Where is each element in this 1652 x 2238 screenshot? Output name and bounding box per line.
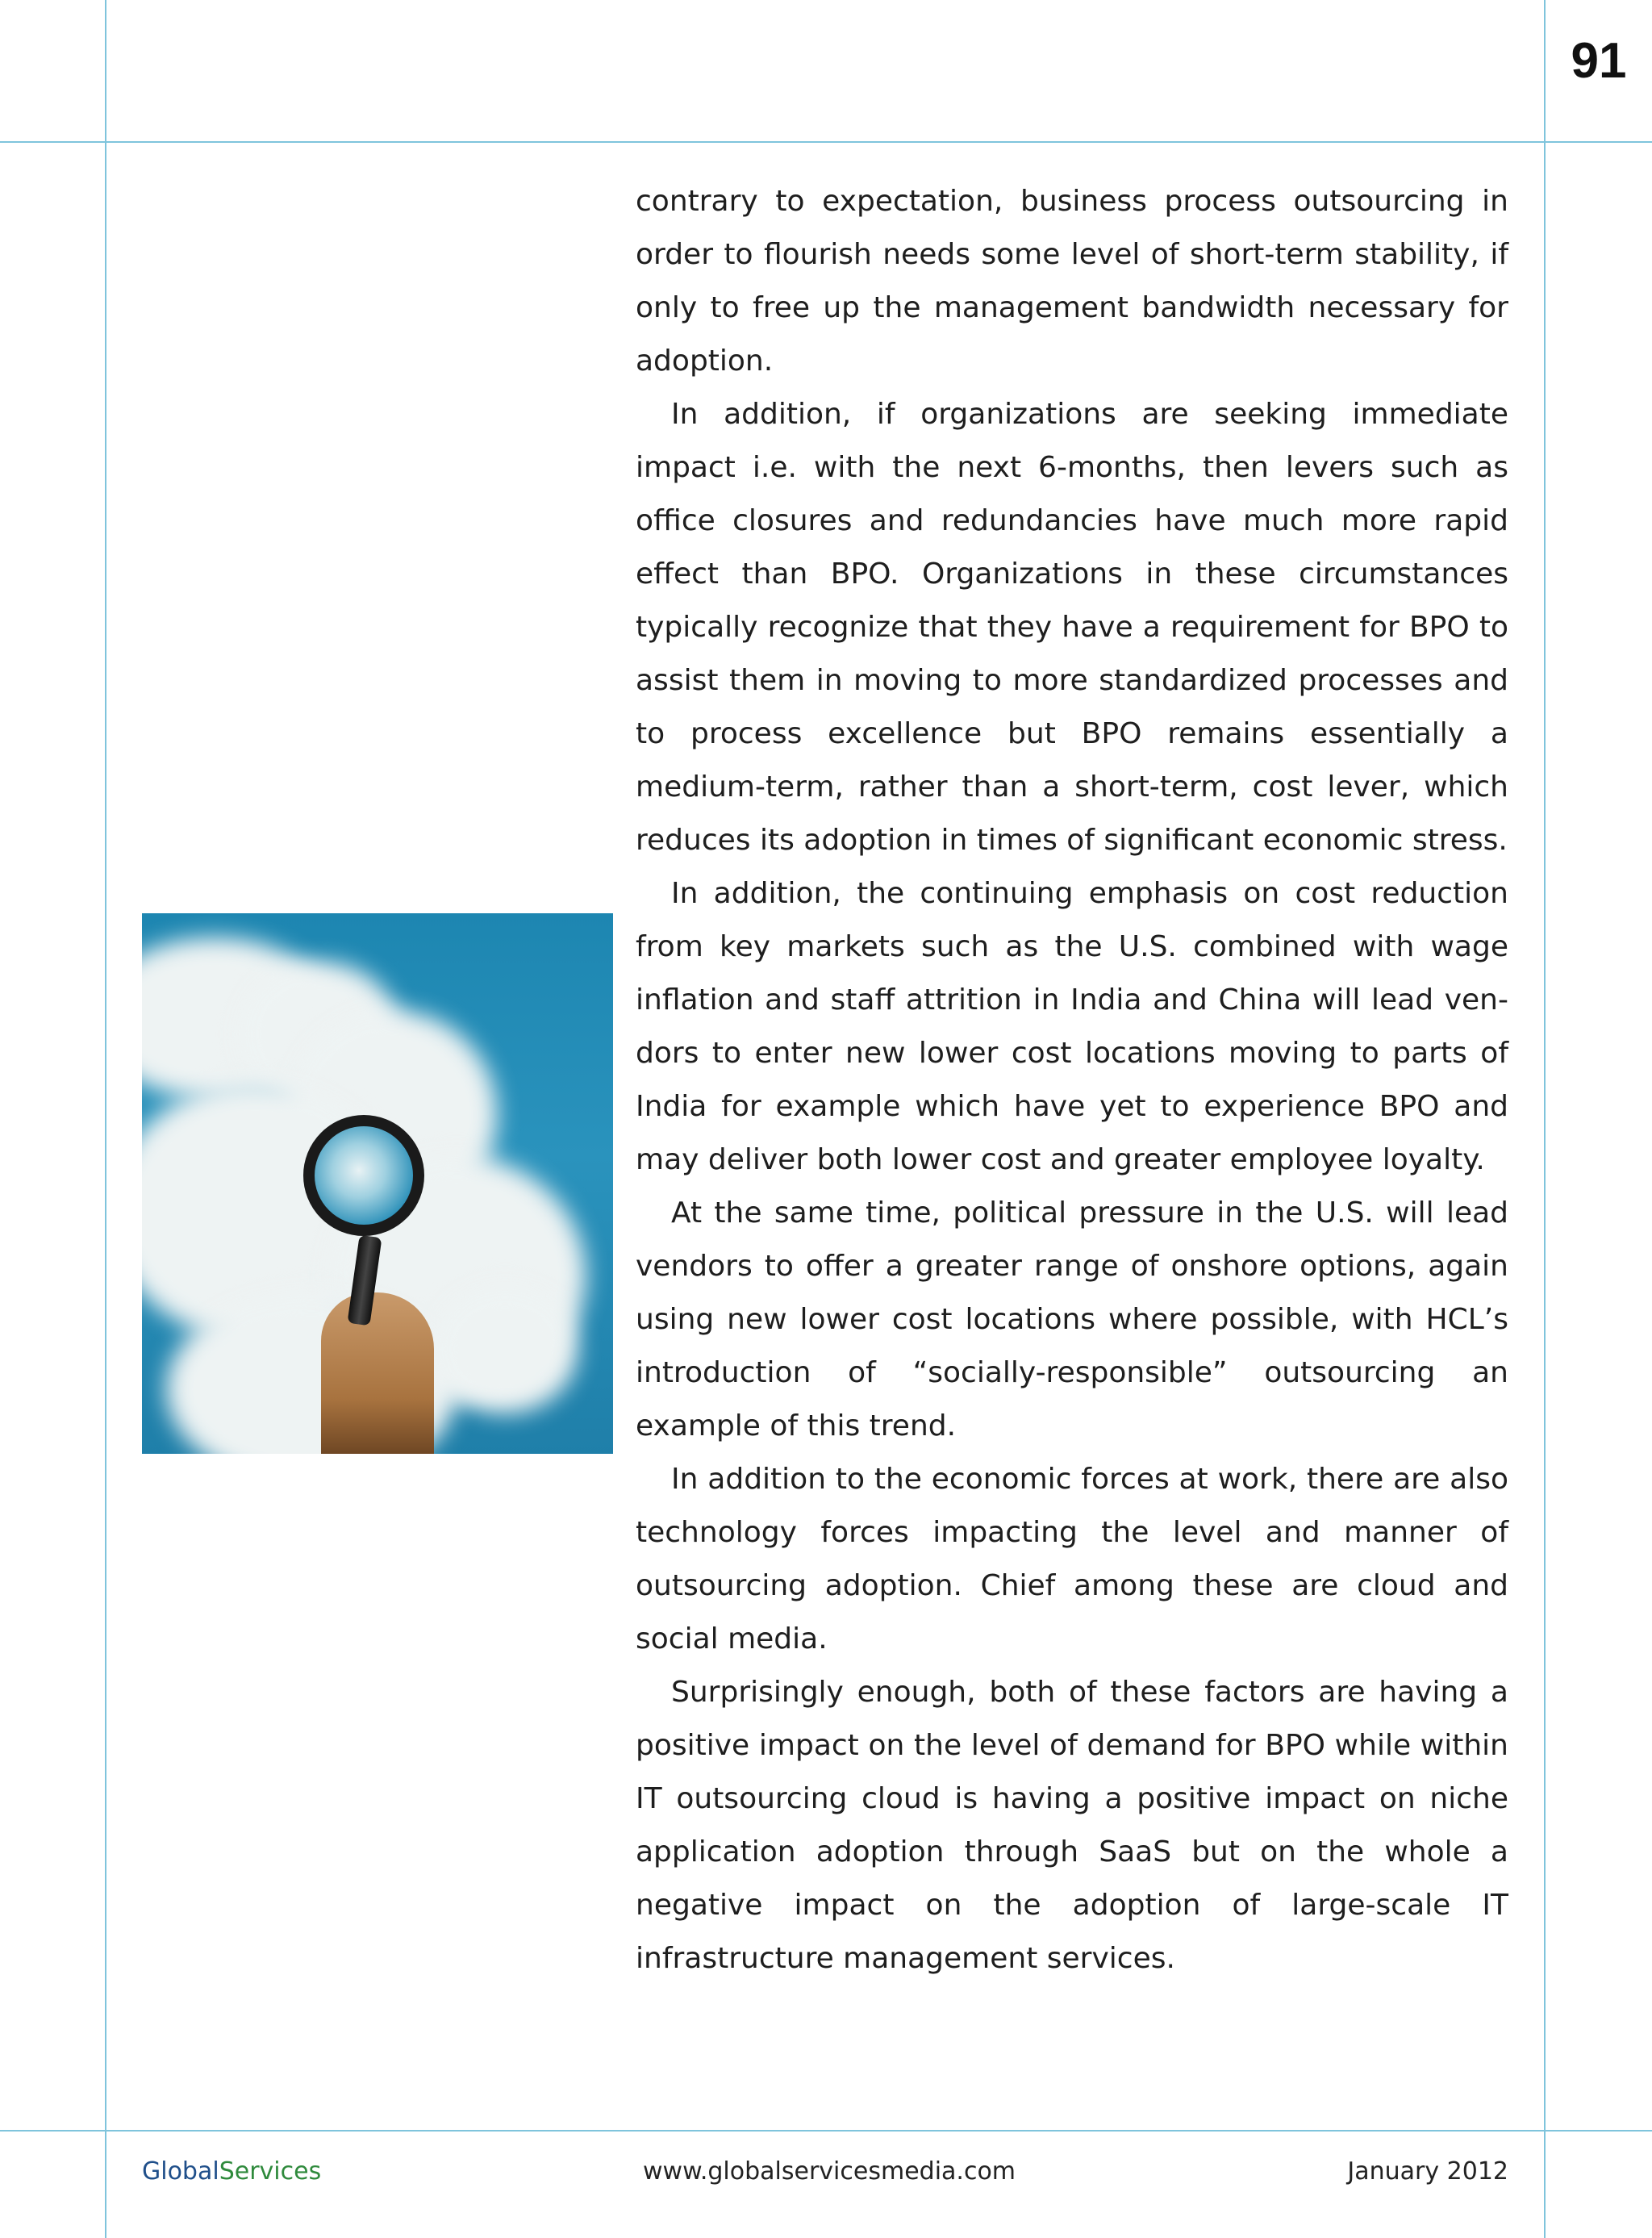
article-paragraph: At the same time, political pressure in the U.S. will lead vendors to offer a greater range of onshore options, again using new lower cost locations where possible, with HCL’s introduction of “socially-responsible” outsourcing an example of this trend.: [636, 1196, 1508, 1443]
article-paragraph: In addition, if organizations are seeking immediate impact i.e. with the next 6-months, then levers such as office closures and redundancies have much more rapid effect than BPO. Organizations in these circumstances typically recognize that they have a requirement for BPO to assist them in moving to more standardized processes and to process excellence but BPO remains essentially a medium-term, rather than a short-term, cost lever, which reduces its adoption in times of significant economic stress.: [636, 398, 1508, 857]
header-guide-line: [0, 141, 1652, 143]
page-number: 91: [1571, 33, 1627, 89]
brand-global-text: Global: [142, 2157, 219, 2186]
magnifying-glass-icon: [303, 1115, 424, 1236]
footer-brand: [142, 2157, 321, 2186]
margin-guide-left: [105, 0, 106, 2238]
margin-guide-right: [1544, 0, 1546, 2238]
article-paragraph: In addition, the continuing emphasis on cost reduction from key markets such as the U.S. combined with wage inflation and staff attrition in India and China will lead ven-dors to enter new lower cost locations moving to parts of India for example which have yet to experience BPO and may deliver both lower cost and greater employee loyalty.: [636, 877, 1508, 1176]
article-paragraph: In addition to the economic forces at work, there are also technology forces impacting the level and manner of outsourcing adoption. Chief among these are cloud and social media.: [636, 1463, 1508, 1656]
article-paragraph: contrary to expectation, business process outsourcing in order to flourish needs some level of short-term stability, if only to free up the management bandwidth necessary for adoption.: [636, 185, 1508, 378]
hand-shape: [321, 1292, 434, 1454]
article-paragraph: Surprisingly enough, both of these factors are having a positive impact on the level of demand for BPO while within IT outsourcing cloud is having a positive impact on niche application adoption through SaaS but on the whole a negative impact on the adoption of large-scale IT infrastructure management services.: [636, 1676, 1508, 1975]
footer-url: www.globalservicesmedia.com: [643, 2157, 1016, 2186]
footer-guide-line: [0, 2130, 1652, 2132]
magnifying-glass-photo: [142, 913, 613, 1454]
brand-services-text: Services: [219, 2157, 322, 2186]
cloud-shape: [432, 1284, 578, 1413]
article-body: [636, 175, 1508, 1985]
footer-date: January 2012: [1347, 2157, 1508, 2186]
